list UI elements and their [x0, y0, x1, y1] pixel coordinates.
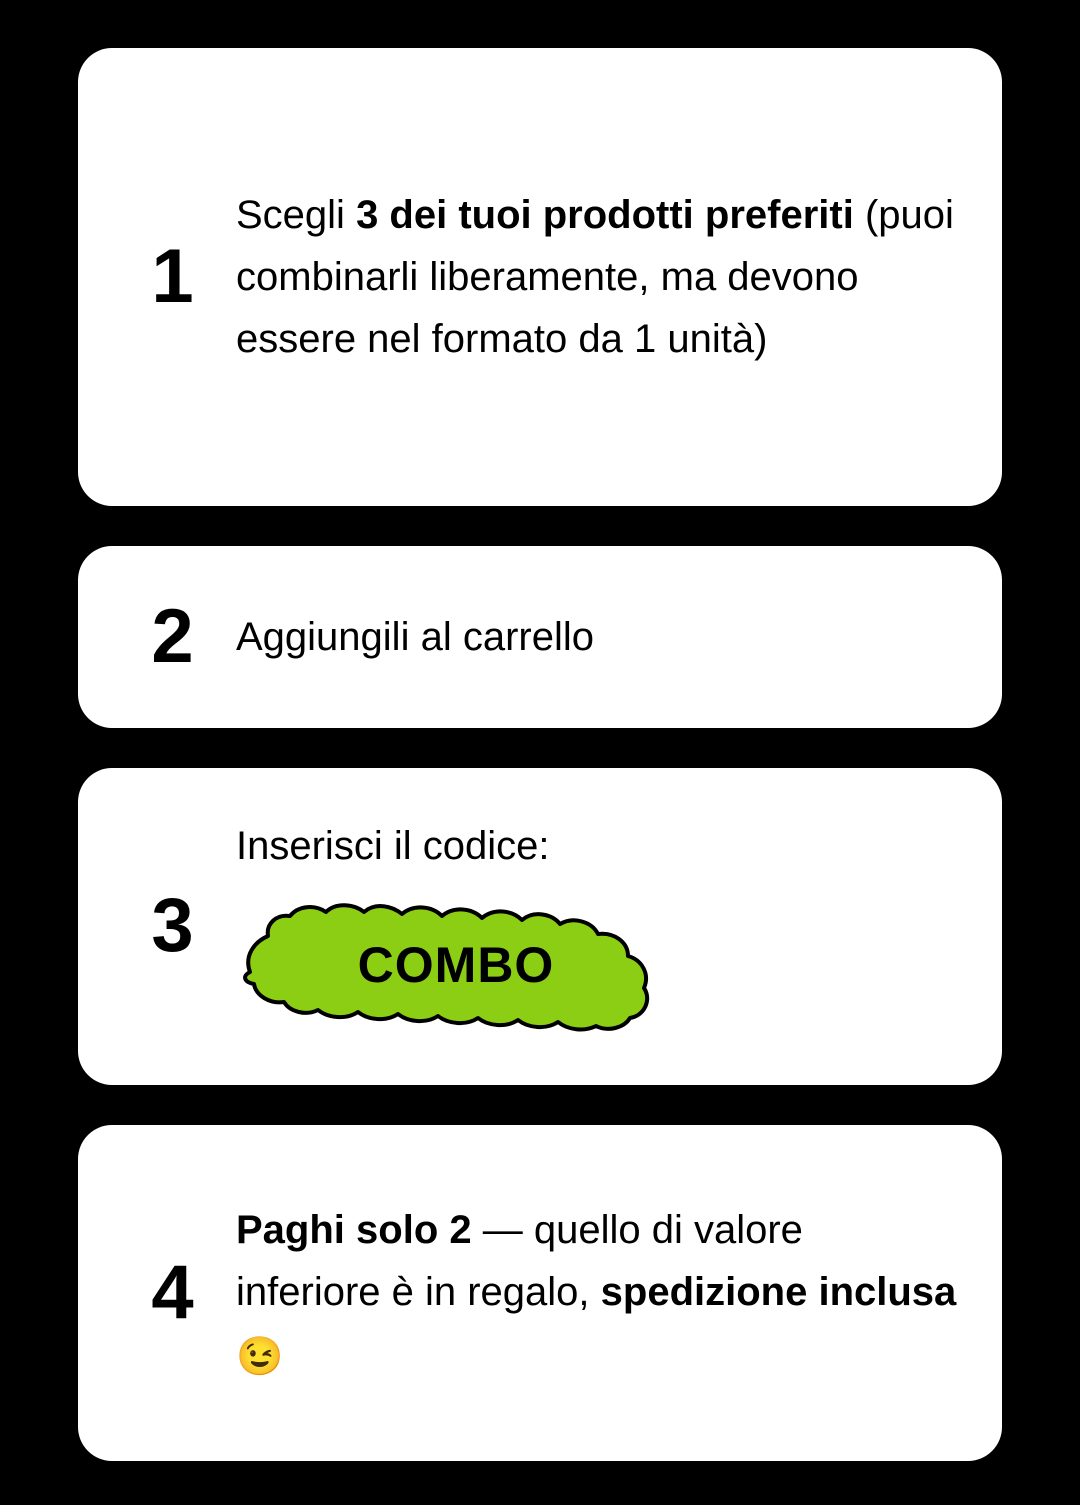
step-text-4-part-1: Paghi solo 2 — [236, 1207, 472, 1252]
step-text-4-part-2: — quello di valore inferiore è in regalo, — [236, 1207, 803, 1314]
winking-face-icon: 😉 — [236, 1335, 284, 1378]
step-text-4-part-3: spedizione inclusa — [600, 1269, 957, 1314]
step-number-1: 1 — [151, 233, 193, 319]
code-label: Inserisci il codice: — [236, 824, 550, 869]
step-text-1 — [236, 184, 968, 370]
step-card-4 — [78, 1125, 1002, 1461]
step-text-1-part-3: (puoi combinarli liberamente, ma devono essere nel formato da 1 unità) — [236, 192, 954, 361]
step-text-1-part-1: Scegli — [236, 192, 357, 237]
step-card-2 — [78, 546, 1002, 728]
step-card-1 — [78, 48, 1002, 506]
step-text-3 — [236, 820, 968, 1032]
step-text-2: Aggiungili al carrello — [236, 614, 594, 659]
step-number-3: 3 — [151, 883, 193, 969]
step-number-2: 2 — [151, 593, 193, 679]
promo-code-text: COMBO — [357, 936, 555, 993]
step-card-3 — [78, 768, 1002, 1085]
promo-code-badge[interactable] — [236, 898, 676, 1032]
step-text-1-part-2: 3 dei tuoi prodotti preferiti — [356, 192, 854, 237]
step-text-4 — [236, 1199, 968, 1387]
step-number-4: 4 — [151, 1249, 193, 1335]
